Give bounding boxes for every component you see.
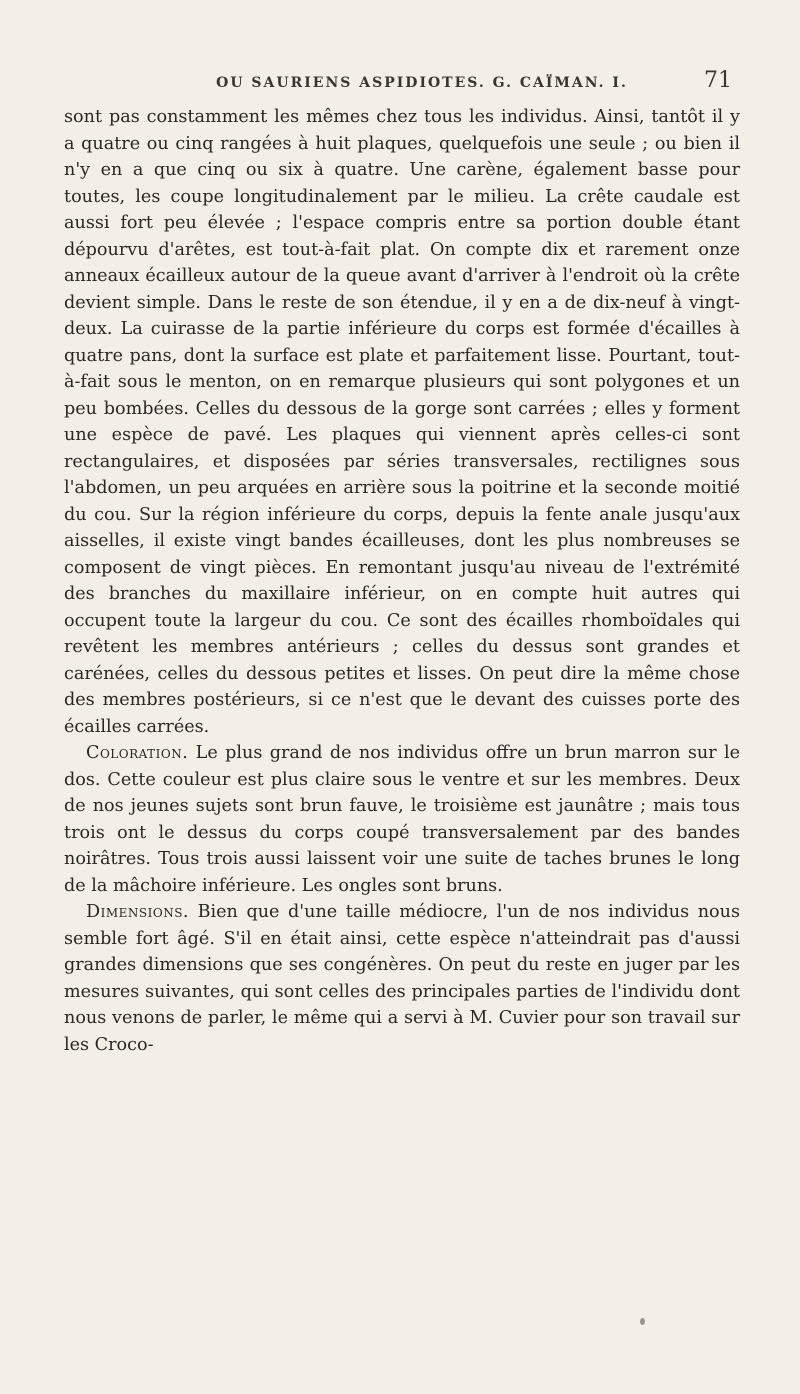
paragraph-dimensions: [64, 899, 740, 1058]
running-header: [64, 66, 740, 100]
section-heading-coloration: Coloration.: [86, 743, 189, 763]
ink-speck: [640, 1318, 645, 1325]
paragraph-scales: [64, 104, 740, 740]
section-heading-dimensions: Dimensions.: [86, 902, 190, 922]
paragraph-text: Le plus grand de nos individus offre un brun marron sur le dos. Cette couleur est plus claire sous le ventre et sur les membres. Deux de nos jeunes sujets sont brun fauve, le troisième est jaunâtre ; mais tous trois ont le dessus du corps coupé transversalement par des bandes noirâtres. Tous trois aussi laissent voir une suite de taches brunes le long de la mâchoire inférieure. Les ongles sont bruns.: [64, 743, 740, 896]
paragraph-coloration: [64, 740, 740, 899]
body-text: [64, 104, 740, 1058]
running-title: OU SAURIENS ASPIDIOTES. G. CAÏMAN. I.: [216, 75, 628, 91]
paragraph-text: sont pas constamment les mêmes chez tous les individus. Ainsi, tantôt il y a quatre ou cinq rangées à huit plaques, quelquefois une seule ; ou bien il n'y en a que cinq ou six à quatre. Une carène, également basse pour toutes, les coupe longitudinalement par le milieu. La crête caudale est aussi fort peu élevée ; l'espace compris entre sa portion double étant dépourvu d'arêtes, est tout-à-fait plat. On compte dix et rarement onze anneaux écailleux autour de la queue avant d'arriver à l'endroit où la crête devient simple. Dans le reste de son étendue, il y en a de dix-neuf à vingt-deux. La cuirasse de la partie inférieure du corps est formée d'écailles à quatre pans, dont la surface est plate et parfaitement lisse. Pourtant, tout-à-fait sous le menton, on en remarque plusieurs qui sont polygones et un peu bombées. Celles du dessous de la gorge sont carrées ; elles y forment une espèce de pavé. Les plaques qui viennent après celles-ci sont rectangulaires, et disposées par séries transversales, rectilignes sous l'abdomen, un peu arquées en arrière sous la poitrine et la seconde moitié du cou. Sur la région inférieure du corps, depuis la fente anale jusqu'aux aisselles, il existe vingt bandes écailleuses, dont les plus nombreuses se composent de vingt pièces. En remontant jusqu'au niveau de l'extrémité des branches du maxillaire inférieur, on en compte huit autres qui occupent toute la largeur du cou. Ce sont des écailles rhomboïdales qui revêtent les membres antérieurs ; celles du dessus sont grandes et carénées, celles du dessous petites et lisses. On peut dire la même chose des membres postérieurs, si ce n'est que le devant des cuisses porte des écailles carrées.: [64, 107, 740, 737]
paragraph-text: Bien que d'une taille médiocre, l'un de nos individus nous semble fort âgé. S'il en était ainsi, cette espèce n'atteindrait pas d'aussi grandes dimensions que ses congénères. On peut du reste en juger par les mesures suivantes, qui sont celles des principales parties de l'individu dont nous venons de parler, le même qui a servi à M. Cuvier pour son travail sur les Croco-: [64, 902, 740, 1055]
page-number: 71: [704, 68, 732, 93]
